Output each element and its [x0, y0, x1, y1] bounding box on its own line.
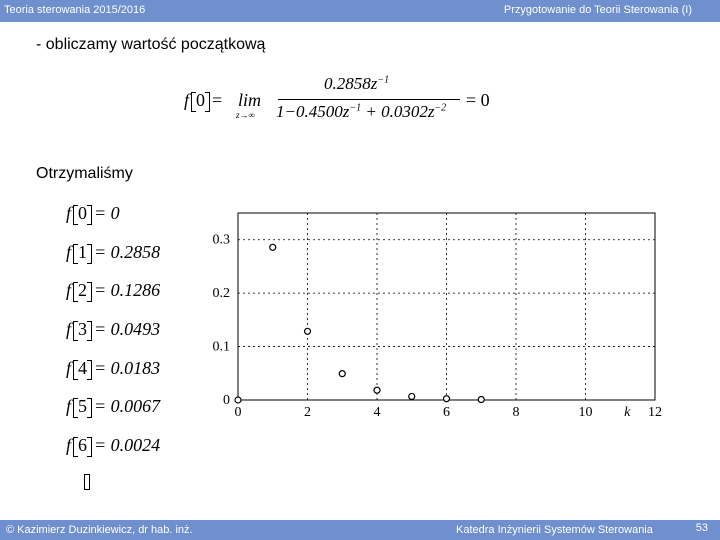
fraction-line [278, 99, 460, 100]
lecture-title: Przygotowanie do Teorii Sterowania (I) [503, 4, 692, 16]
plot-frame [238, 213, 655, 400]
fraction-numerator: $0.2858z^{-1}$ [324, 74, 390, 93]
y-tick-label: 0.1 [212, 339, 230, 355]
page-number: 53 [695, 522, 708, 534]
data-point [409, 393, 415, 399]
values-list [66, 200, 160, 471]
header-bar [0, 0, 720, 22]
value-row: f 6 = 0.0024 [66, 435, 161, 456]
sequence-scatter-chart [200, 205, 670, 425]
value-row: f 0 = 0 [66, 203, 120, 223]
results-label: Otrzymaliśmy [36, 165, 133, 182]
y-tick-label: 0.3 [212, 232, 230, 248]
limit-subscript: z→∞ [236, 110, 255, 120]
initial-value-formula [184, 74, 514, 128]
author-credit: © Kazimierz Duzinkiewicz, dr hab. inż. [6, 524, 193, 536]
data-point [270, 244, 276, 250]
text-cursor-icon [84, 474, 90, 490]
data-point [444, 396, 450, 402]
x-tick-label: 12 [648, 405, 662, 420]
data-point [339, 371, 345, 377]
slide-heading: - obliczamy wartość początkową [36, 36, 266, 53]
value-row: f 4 = 0.0183 [66, 357, 161, 378]
value-row: f 5 = 0.0067 [66, 396, 161, 417]
data-point [374, 387, 380, 393]
y-tick-label: 0 [223, 393, 230, 408]
footer-bar [0, 520, 720, 540]
value-row: f 3 = 0.0493 [66, 319, 161, 340]
x-tick-label: 2 [304, 405, 311, 420]
formula-lhs: f 0 = [184, 90, 223, 110]
course-title: Teoria sterowania 2015/2016 [4, 4, 146, 16]
limit-operator: lim [238, 90, 262, 110]
x-tick-label: 0 [234, 405, 242, 420]
bracket-right-icon [205, 92, 210, 112]
formula-result: = 0 [466, 90, 490, 110]
x-tick-label: 8 [512, 405, 520, 420]
x-tick-label: 6 [443, 405, 450, 420]
x-tick-label: k [624, 405, 631, 420]
fraction-denominator: $1-0.4500z^{-1} + 0.0302z^{-2}$ [276, 102, 447, 121]
y-tick-label: 0.2 [212, 286, 230, 302]
data-point [305, 328, 311, 334]
data-point [235, 397, 241, 403]
value-row: f 2 = 0.1286 [66, 280, 161, 301]
x-tick-label: 10 [578, 405, 593, 420]
value-row: f 1 = 0.2858 [66, 241, 161, 262]
data-point [478, 397, 484, 403]
x-tick-label: 4 [373, 405, 381, 420]
department-name: Katedra Inżynierii Systemów Sterowania [456, 524, 653, 536]
